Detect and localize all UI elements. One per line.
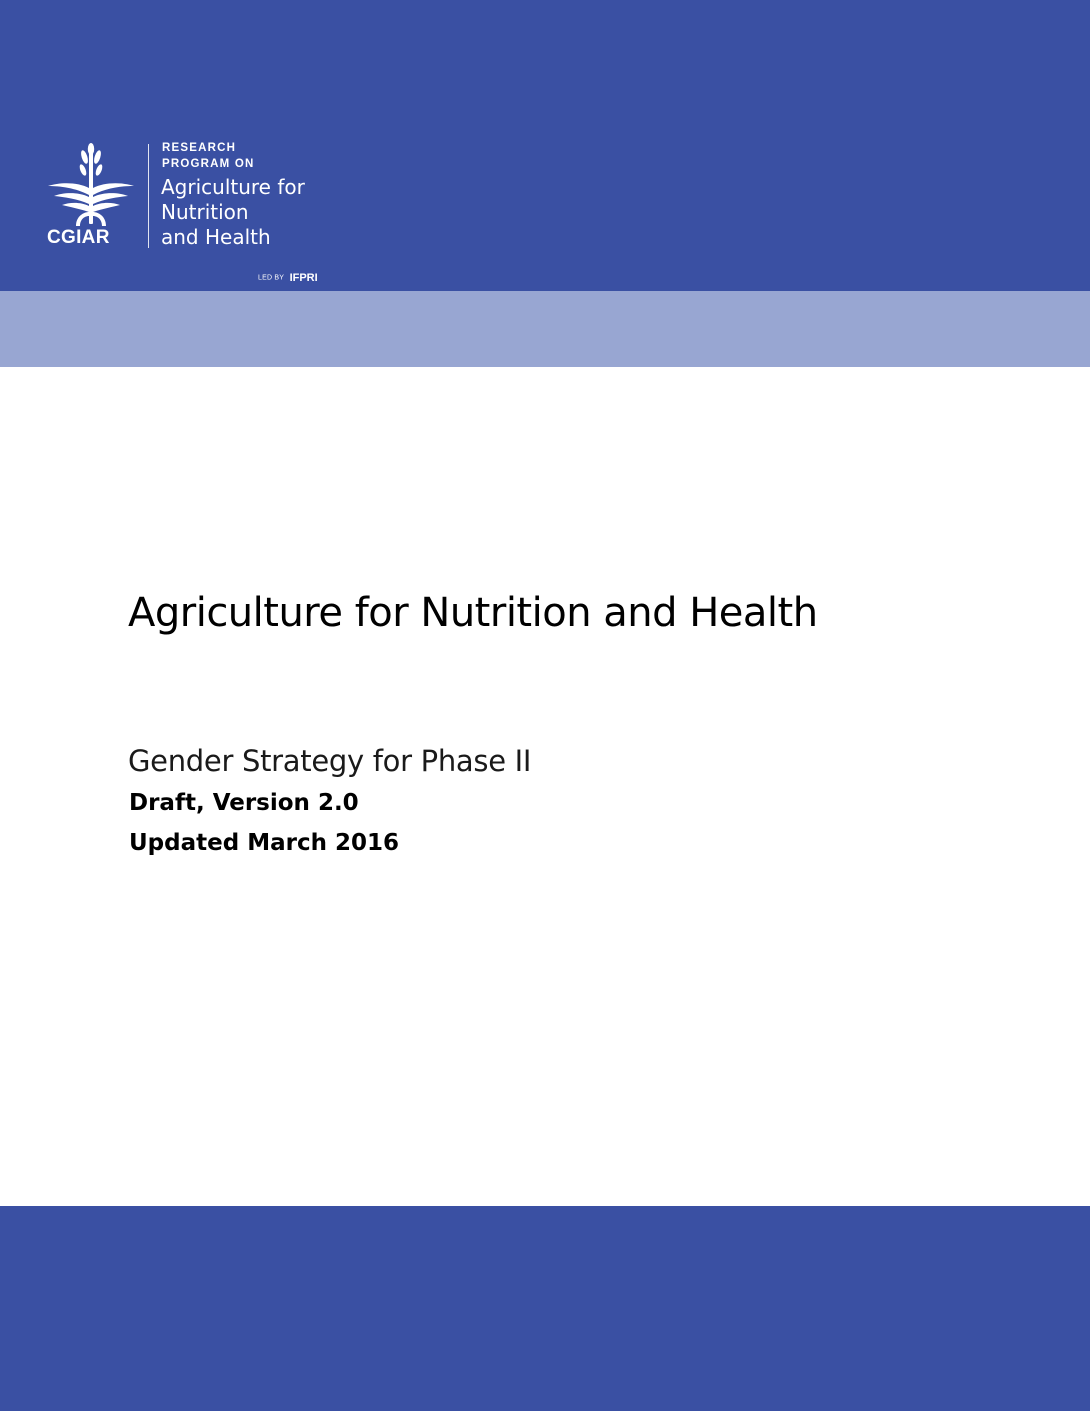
led-by-credit [258, 269, 318, 287]
footer-band [0, 1206, 1090, 1411]
program-name-line-2: Nutrition [161, 200, 249, 224]
logo-kicker-line-2: PROGRAM ON [162, 158, 255, 170]
program-name-line-1: Agriculture for [161, 175, 305, 199]
document-version: Draft, Version 2.0 [129, 790, 359, 816]
cgiar-wheat-icon [46, 142, 136, 228]
document-title: Agriculture for Nutrition and Health [128, 590, 818, 636]
document-subtitle: Gender Strategy for Phase II [128, 744, 532, 778]
document-updated-date: Updated March 2016 [129, 830, 399, 856]
program-logo [40, 138, 340, 288]
logo-kicker-line-1: RESEARCH [162, 142, 237, 154]
program-name-line-3: and Health [161, 225, 271, 249]
org-name: CGIAR [47, 227, 110, 248]
led-by-label: LED BY [258, 274, 285, 282]
header-accent-band [0, 291, 1090, 367]
logo-divider [148, 144, 149, 248]
led-by-org: IFPRI [289, 271, 318, 284]
